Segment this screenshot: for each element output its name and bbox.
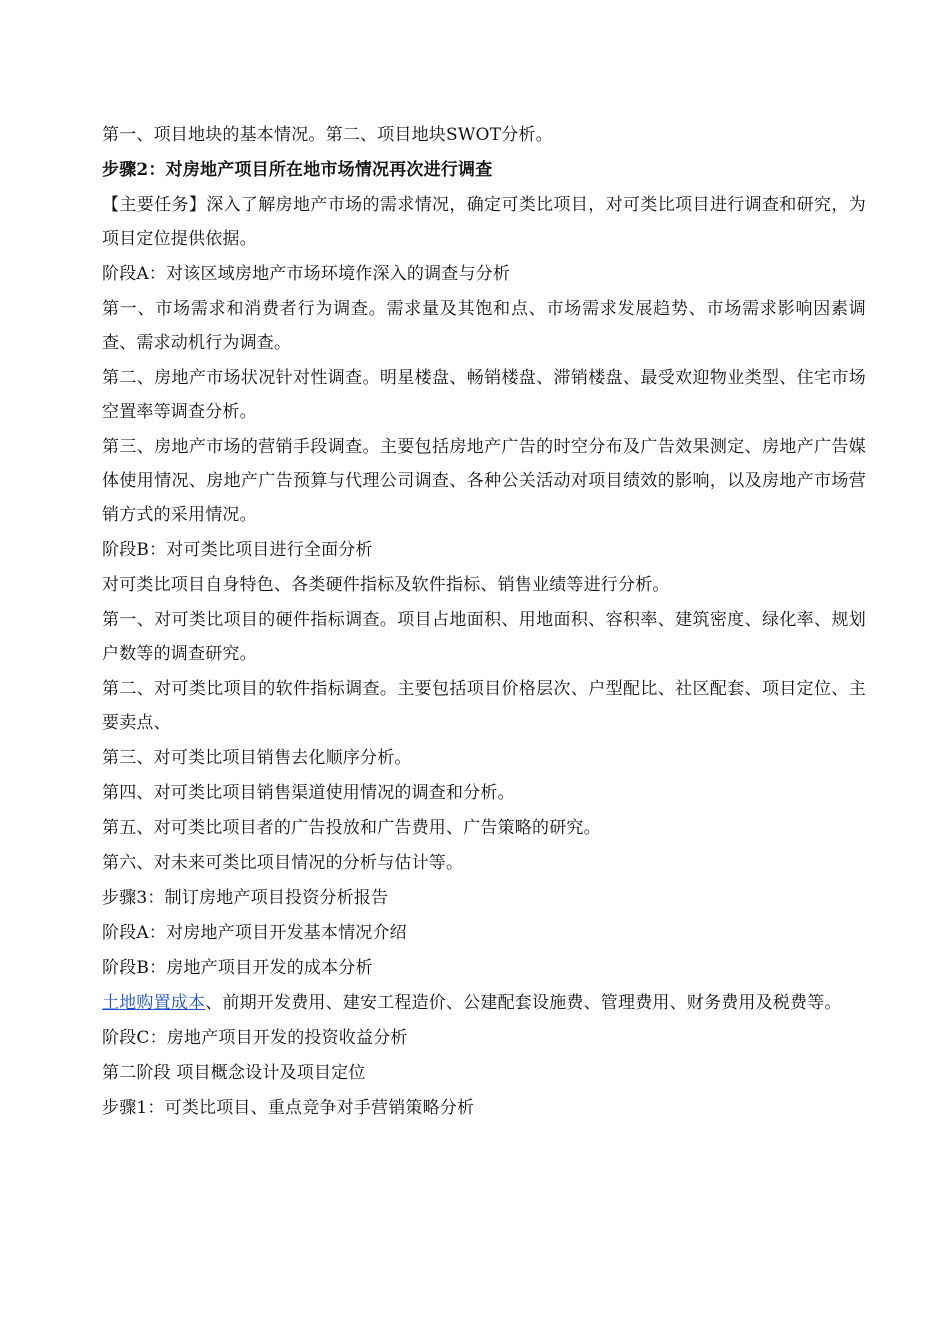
paragraph-text: 第三、对可类比项目销售去化顺序分析。 [102,748,412,768]
paragraph-demand-survey [102,292,866,360]
paragraph-text: 第二阶段 项目概念设计及项目定位 [102,1063,366,1083]
paragraph-plot-basics [102,118,866,152]
stage-a-heading [102,257,866,291]
paragraph-text: 步骤3：制订房地产项目投资分析报告 [102,888,389,908]
stage-a-intro [102,916,866,950]
paragraph-main-task [102,188,866,256]
paragraph-cost-items [102,986,866,1020]
phase-2-heading [102,1056,866,1090]
paragraph-marketing-means [102,430,866,532]
land-purchase-cost-link[interactable]: 土地购置成本 [102,993,206,1013]
paragraph-sales-order [102,741,866,775]
paragraph-sales-channels [102,776,866,810]
paragraph-text: 第一、项目地块的基本情况。第二、项目地块SWOT分析。 [102,125,553,145]
stage-b-cost [102,951,866,985]
paragraph-text: 第三、房地产市场的营销手段调查。主要包括房地产广告的时空分布及广告效果测定、房地产广告媒体使用情况、房地产广告预算与代理公司调查、各种公关活动对项目绩效的影响，以及房地产市场营销方式的采用情况。 [102,437,866,525]
paragraph-text: 阶段A：对房地产项目开发基本情况介绍 [102,923,407,943]
heading-text: 步骤2：对房地产项目所在地市场情况再次进行调查 [102,160,493,180]
step-3-heading [102,881,866,915]
paragraph-text: 第六、对未来可类比项目情况的分析与估计等。 [102,853,464,873]
paragraph-text: 第一、对可类比项目的硬件指标调查。项目占地面积、用地面积、容积率、建筑密度、绿化率、规划户数等的调查研究。 [102,610,866,664]
paragraph-text: 第五、对可类比项目者的广告投放和广告费用、广告策略的研究。 [102,818,601,838]
paragraph-text: 第一、市场需求和消费者行为调查。需求量及其饱和点、市场需求发展趋势、市场需求影响因素调查、需求动机行为调查。 [102,299,866,353]
paragraph-advertising [102,811,866,845]
paragraph-text: 阶段A：对该区域房地产市场环境作深入的调查与分析 [102,264,511,284]
step-1-heading [102,1091,866,1125]
paragraph-hardware-indicators [102,603,866,671]
paragraph-comparable-overview [102,568,866,602]
paragraph-text: 【主要任务】深入了解房地产市场的需求情况，确定可类比项目，对可类比项目进行调查和研究，为项目定位提供依据。 [102,195,866,249]
paragraph-text: 步骤1：可类比项目、重点竞争对手营销策略分析 [102,1098,475,1118]
paragraph-text: 第二、房地产市场状况针对性调查。明星楼盘、畅销楼盘、滞销楼盘、最受欢迎物业类型、住宅市场空置率等调查分析。 [102,368,866,422]
paragraph-market-status [102,361,866,429]
paragraph-text: 阶段B：对可类比项目进行全面分析 [102,540,373,560]
paragraph-text: 第四、对可类比项目销售渠道使用情况的调查和分析。 [102,783,515,803]
paragraph-future-forecast [102,846,866,880]
stage-c-returns [102,1021,866,1055]
step-2-heading [102,153,866,187]
document-page [102,118,866,1126]
paragraph-text: 阶段B：房地产项目开发的成本分析 [102,958,373,978]
paragraph-software-indicators [102,672,866,740]
stage-b-heading [102,533,866,567]
paragraph-text: 阶段C：房地产项目开发的投资收益分析 [102,1028,408,1048]
paragraph-text: 第二、对可类比项目的软件指标调查。主要包括项目价格层次、户型配比、社区配套、项目定位、主要卖点、 [102,679,866,733]
paragraph-text: 对可类比项目自身特色、各类硬件指标及软件指标、销售业绩等进行分析。 [102,575,670,595]
paragraph-text: 、前期开发费用、建安工程造价、公建配套设施费、管理费用、财务费用及税费等。 [205,993,842,1013]
